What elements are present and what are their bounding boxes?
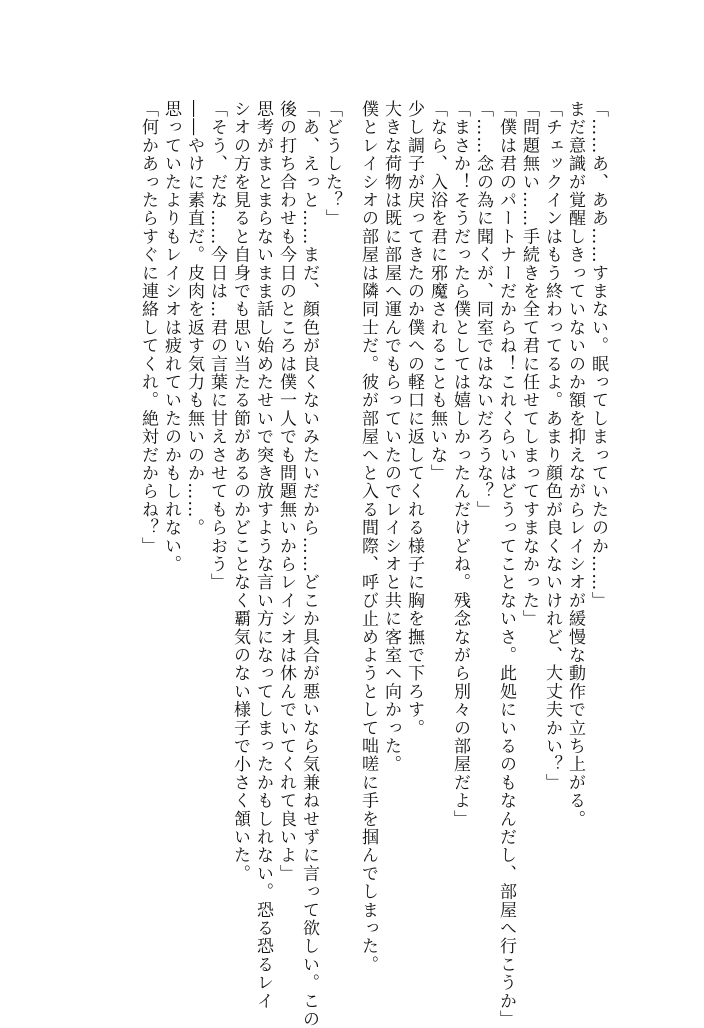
vertical-text-body (136, 100, 609, 1028)
text-line-19: 思っていたよりもレイシオは疲れていたのかもしれない。 (161, 100, 181, 574)
text-line-17: 「そう、だな……今日は…君の言葉に甘えさせてもらおう」 (207, 100, 227, 592)
text-line-7: 「まさか！そうだったら僕としては嬉しかったんだけどね。残念ながら別々の部屋だよ」 (450, 100, 470, 828)
text-line-6: 「……念の為に聞くが、同室ではないだろうな？」 (473, 100, 493, 519)
text-line-10: 大きな荷物は既に部屋へ運んでもらっていたのでレイシオと共に客室へ向かった。 (381, 100, 401, 774)
text-line-3: 「チェックインはもう終わってるよ。あまり顔色が良くないけれど、大丈夫かい？」 (542, 100, 562, 792)
text-line-9: 少し調子が戻ってきたのか僕への軽口に返してくれる様子に胸を撫で下ろす。 (404, 100, 424, 737)
text-line-1: 「……あ、ああ……すまない。眠ってしまっていたのか……」 (588, 100, 608, 610)
text-line-20: 「何かあったらすぐに連絡してくれ。絶対だからね？」 (138, 100, 158, 555)
text-line-14: 後の打ち合わせも今日のところは僕一人でも問題無いからレイシオは休んでいてくれて良いよ」 (276, 100, 296, 883)
text-line-18: ――やけに素直だ。皮肉を返す気力も無いのか……。 (184, 100, 204, 537)
text-line-15: 思考がまとまらないまま話し始めたせいで突き放すような言い方になってしまったかもしれない。恐る恐るレイ (253, 100, 273, 1010)
text-line-13: 「あ、えっと……まだ、顔色が良くないみたいだから……どこか具合が悪いなら気兼ねせずに言って欲しい。この (299, 100, 319, 1028)
text-line-5: 「僕は君のパートナーだからね！これくらいはどうってことないさ。此処にいるのもなんだし、部屋へ行こうか」 (496, 100, 516, 1028)
text-line-2: まだ意識が覚醒しきっていないのか額を抑えながらレイシオが緩慢な動作で立ち上がる。 (565, 100, 585, 828)
text-line-8: 「なら、入浴を君に邪魔されることも無いな」 (427, 100, 447, 483)
text-line-4: 「問題無い……手続きを全て君に任せてしまってすまなかった」 (519, 100, 539, 628)
text-line-11: 僕とレイシオの部屋は隣同士だ。彼が部屋へと入る間際、呼び止めようとして咄嗟に手を掴んでしまった。 (358, 100, 378, 974)
text-line-12: 「どうした？」 (322, 100, 342, 228)
text-line-16: シオの方を見ると自身でも思い当たる節があるのかどことなく覇気のない様子で小さく頷いた。 (230, 100, 250, 883)
